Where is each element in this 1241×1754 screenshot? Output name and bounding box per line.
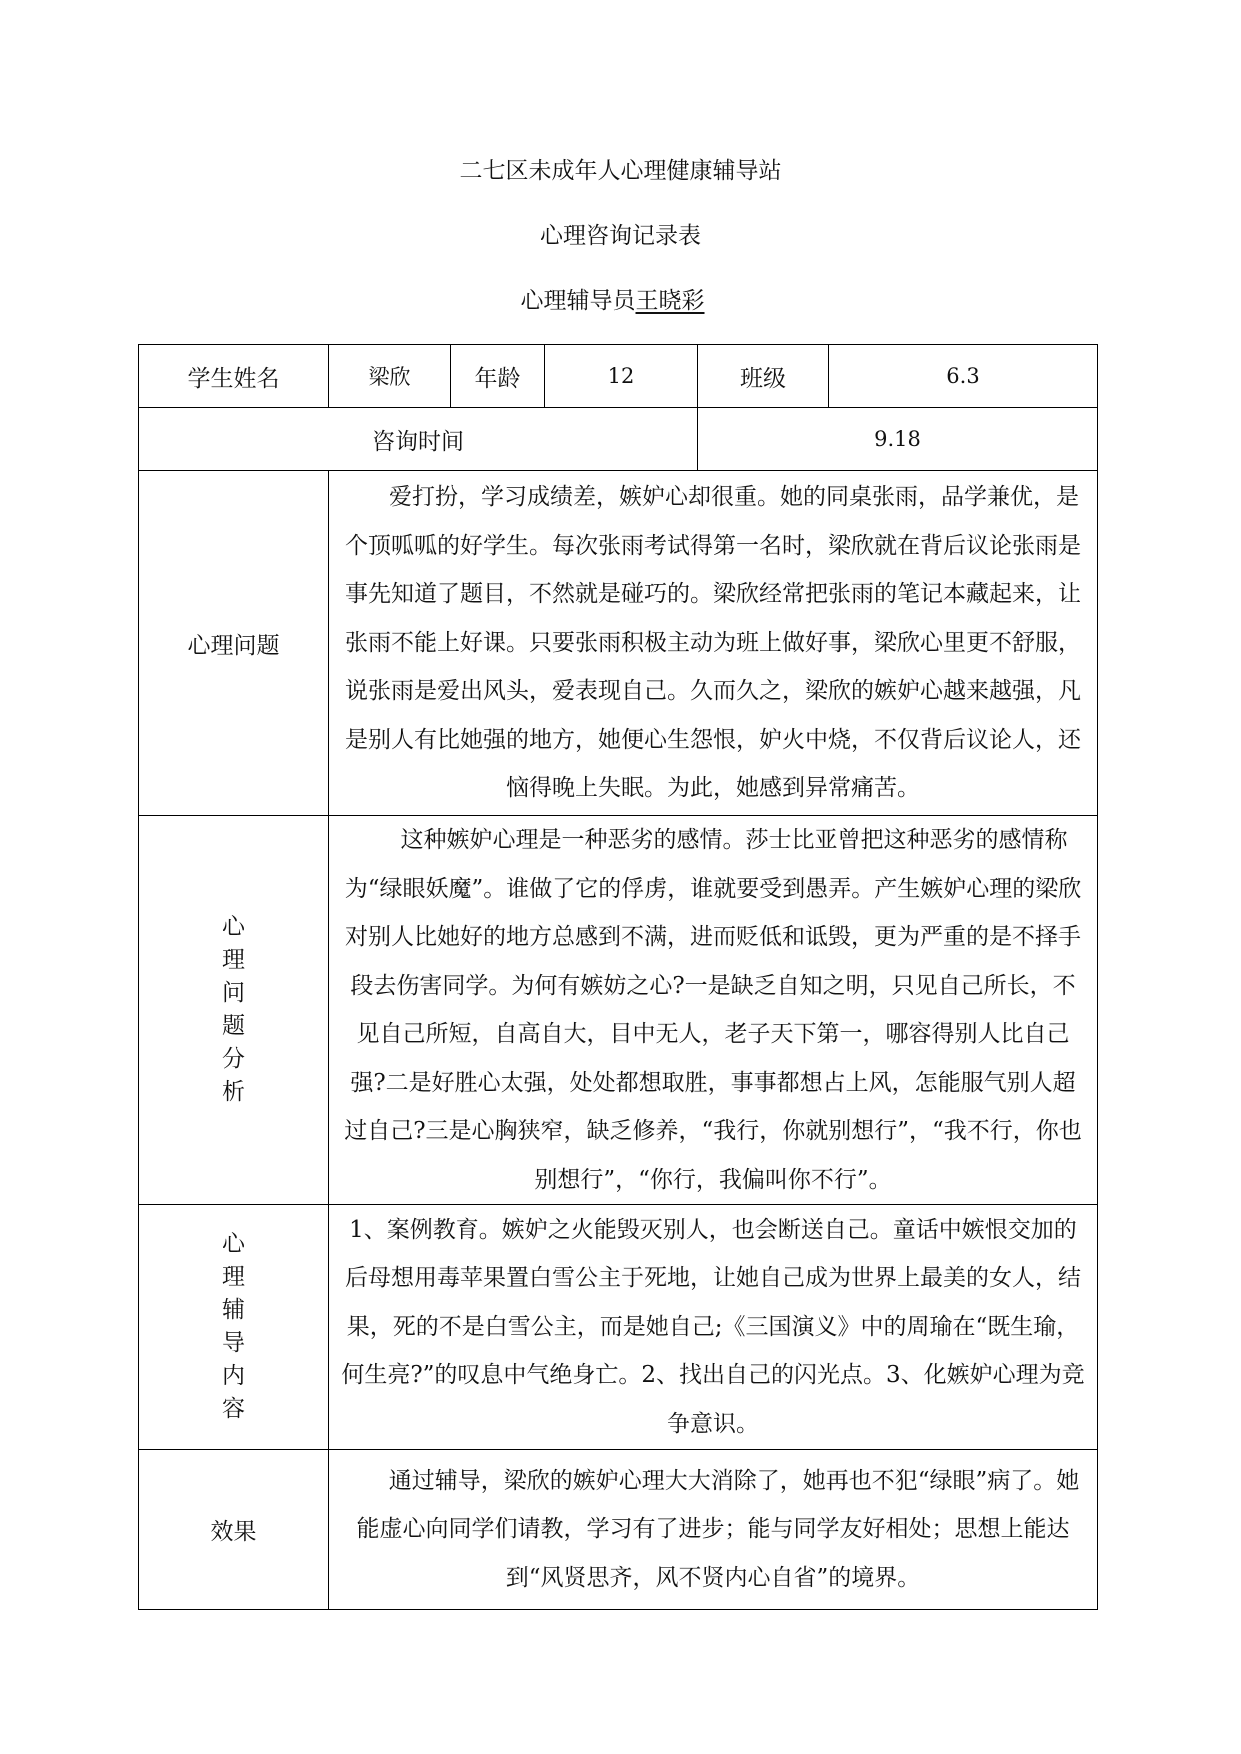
student-name-value: 梁欣 <box>329 345 451 408</box>
analysis-row <box>139 816 1098 1205</box>
student-name-label: 学生姓名 <box>139 345 329 408</box>
consultation-record-table <box>138 344 1098 1610</box>
guidance-text: 1、案例教育。嫉妒之火能毁灭别人，也会断送自己。童话中嫉恨交加的后母想用毒苹果置白雪公主于死地，让她自己成为世界上最美的女人，结果，死的不是白雪公主，而是她自己;《三国演义》中的周瑜在“既生瑜，何生亮?”的叹息中气绝身亡。2、找出自己的闪光点。3、化嫉妒心理为竞争意识。 <box>329 1205 1098 1450</box>
consult-time-value: 9.18 <box>698 408 1098 471</box>
guidance-label-char: 心 <box>222 1231 245 1257</box>
counselor-line <box>0 286 1241 316</box>
guidance-label-char: 容 <box>222 1396 245 1422</box>
analysis-label-char: 分 <box>222 1046 245 1072</box>
age-label: 年龄 <box>451 345 545 408</box>
age-value: 12 <box>545 345 698 408</box>
guidance-label-char: 理 <box>222 1264 245 1290</box>
effect-label: 效果 <box>139 1450 329 1610</box>
analysis-label-char: 问 <box>222 980 245 1006</box>
counselor-name: 王晓彩 <box>635 288 705 314</box>
effect-row <box>139 1450 1098 1610</box>
consult-time-label: 咨询时间 <box>139 408 698 471</box>
guidance-label <box>139 1205 329 1450</box>
analysis-label <box>139 816 329 1205</box>
analysis-label-char: 题 <box>222 1013 245 1039</box>
time-row <box>139 408 1098 471</box>
problem-text: 爱打扮，学习成绩差，嫉妒心却很重。她的同桌张雨，品学兼优，是个顶呱呱的好学生。每次张雨考试得第一名时，梁欣就在背后议论张雨是事先知道了题目，不然就是碰巧的。梁欣经常把张雨的笔记本藏起来，让张雨不能上好课。只要张雨积极主动为班上做好事，梁欣心里更不舒服，说张雨是爱出风头，爱表现自己。久而久之，梁欣的嫉妒心越来越强，凡是别人有比她强的地方，她便心生怨恨，妒火中烧，不仅背后议论人，还恼得晚上失眠。为此，她感到异常痛苦。 <box>329 471 1098 816</box>
analysis-label-char: 心 <box>222 914 245 940</box>
counselor-label: 心理辅导员 <box>520 288 636 314</box>
analysis-text: 这种嫉妒心理是一种恶劣的感情。莎士比亚曾把这种恶劣的感情称为“绿眼妖魔”。谁做了它的俘虏，谁就要受到愚弄。产生嫉妒心理的梁欣对别人比她好的地方总感到不满，进而贬低和诋毁，更为严重的是不择手段去伤害同学。为何有嫉妨之心?一是缺乏自知之明，只见自己所长，不见自己所短，自高自大，目中无人，老子天下第一，哪容得别人比自己强?二是好胜心太强，处处都想取胜，事事都想占上风，怎能服气别人超过自己?三是心胸狭窄，缺乏修养，“我行，你就别想行”，“我不行，你也别想行”，“你行，我偏叫你不行”。 <box>329 816 1098 1205</box>
org-title: 二七区未成年人心理健康辅导站 <box>459 158 782 184</box>
guidance-label-char: 辅 <box>222 1297 245 1323</box>
analysis-label-char: 理 <box>222 947 245 973</box>
effect-text: 通过辅导，梁欣的嫉妒心理大大消除了，她再也不犯“绿眼”病了。她能虚心向同学们请教，学习有了进步；能与同学友好相处；思想上能达到“风贤思齐，风不贤内心自省”的境界。 <box>329 1450 1098 1610</box>
class-label: 班级 <box>698 345 829 408</box>
guidance-label-char: 导 <box>222 1330 245 1356</box>
analysis-label-char: 析 <box>222 1079 245 1105</box>
problem-row <box>139 471 1098 816</box>
class-value: 6.3 <box>829 345 1098 408</box>
info-row <box>139 345 1098 408</box>
guidance-label-char: 内 <box>222 1363 245 1389</box>
form-title: 心理咨询记录表 <box>540 223 701 249</box>
problem-label: 心理问题 <box>139 471 329 816</box>
guidance-row <box>139 1205 1098 1450</box>
